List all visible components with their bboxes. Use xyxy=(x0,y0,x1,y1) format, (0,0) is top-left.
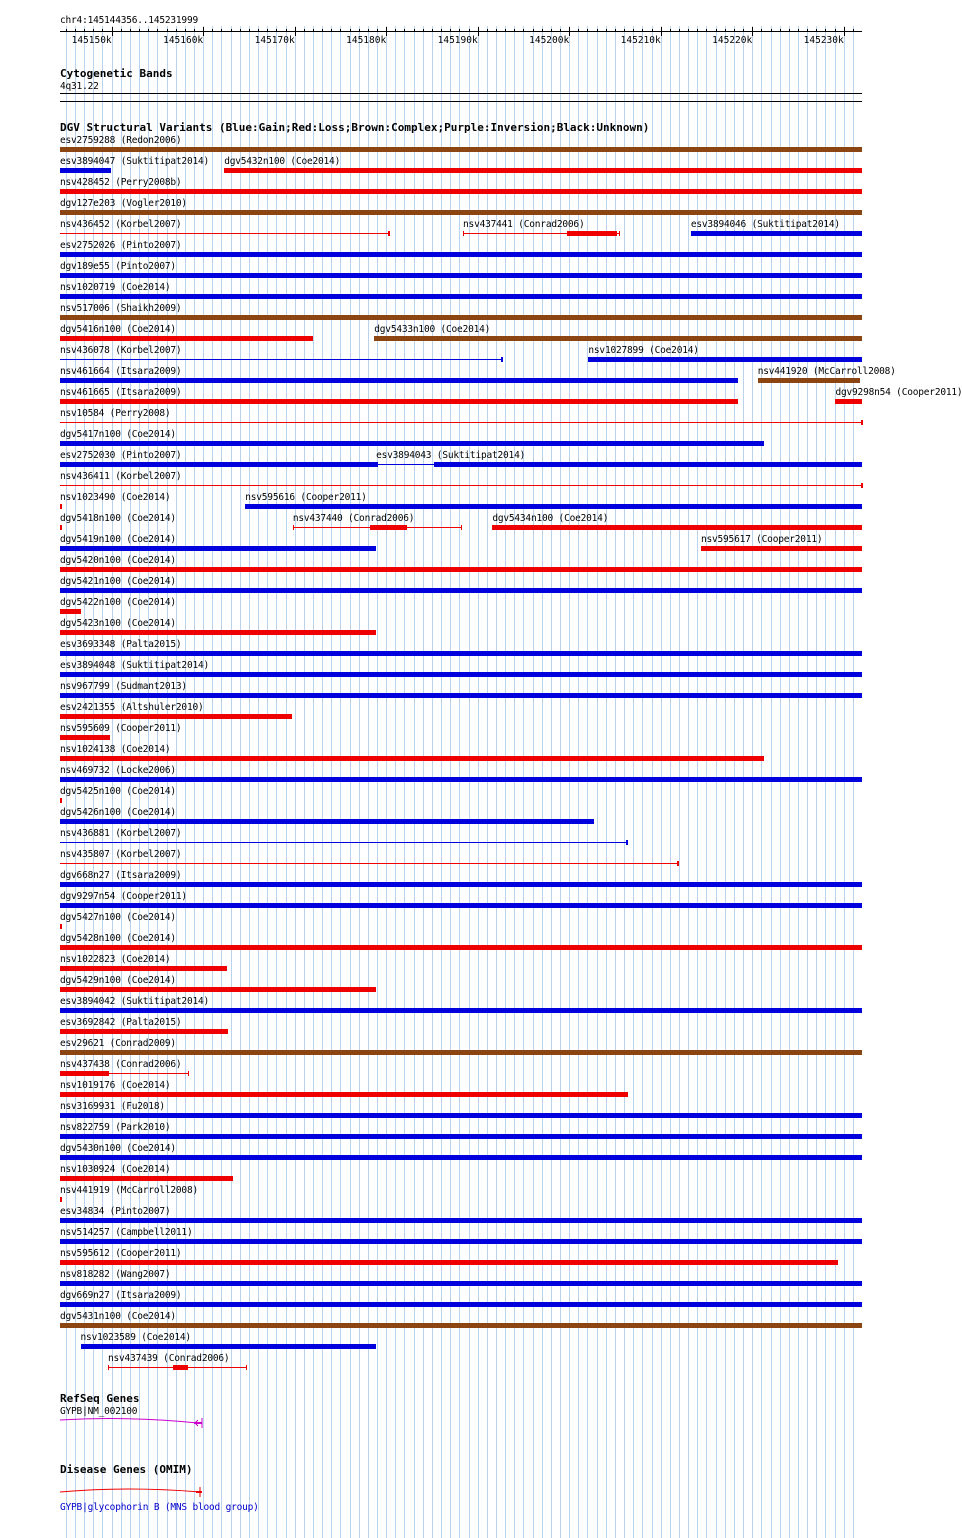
ruler-line xyxy=(60,31,862,32)
variant-label[interactable]: nsv1027899 (Coe2014) xyxy=(588,345,699,356)
variant-bar[interactable] xyxy=(758,378,860,383)
variant-bar[interactable] xyxy=(60,1092,628,1097)
variant-bar[interactable] xyxy=(60,294,862,299)
variant-bar[interactable] xyxy=(60,441,764,446)
variant-bar-thin[interactable] xyxy=(60,863,678,864)
ruler-minor-tick xyxy=(496,29,497,32)
ruler-minor-tick xyxy=(194,29,195,32)
variant-label[interactable]: nsv1023490 (Coe2014) xyxy=(60,492,171,503)
variant-label[interactable]: nsv595616 (Cooper2011) xyxy=(245,492,367,503)
ruler-minor-tick xyxy=(386,29,387,32)
variant-label[interactable]: esv3894048 (Suktitipat2014) xyxy=(60,660,210,671)
variant-label[interactable]: esv2752026 (Pinto2007) xyxy=(60,240,182,251)
ruler-minor-tick xyxy=(148,29,149,32)
ruler-minor-tick xyxy=(853,29,854,32)
variant-bar[interactable] xyxy=(492,525,862,530)
ruler-minor-tick xyxy=(130,29,131,32)
variant-bar[interactable] xyxy=(60,1239,862,1244)
variant-label[interactable]: esv29621 (Conrad2009) xyxy=(60,1038,176,1049)
variant-label[interactable]: dgv5432n100 (Coe2014) xyxy=(224,156,341,167)
variant-label[interactable]: nsv428452 (Perry2008b) xyxy=(60,177,182,188)
variant-label[interactable]: nsv436452 (Korbel2007) xyxy=(60,219,182,230)
variant-bar-cap[interactable] xyxy=(861,483,863,488)
ruler-tick-label: 145200k xyxy=(529,35,570,46)
variant-bar[interactable] xyxy=(60,777,862,782)
variant-bar-cap[interactable] xyxy=(461,525,462,530)
variant-label[interactable]: esv2421355 (Altshuler2010) xyxy=(60,702,204,713)
ruler-minor-tick xyxy=(185,29,186,32)
variant-bar[interactable] xyxy=(81,1344,377,1349)
variant-bar[interactable] xyxy=(60,1113,862,1118)
ruler-minor-tick xyxy=(459,29,460,32)
variant-label[interactable]: dgv189e55 (Pinto2007) xyxy=(60,261,176,272)
ruler-minor-tick xyxy=(258,29,259,32)
variant-label[interactable]: dgv5419n100 (Coe2014) xyxy=(60,534,176,545)
variant-label[interactable]: dgv9298n54 (Cooper2011) xyxy=(835,387,962,398)
ruler-tick-label: 145170k xyxy=(254,35,295,46)
variant-label[interactable]: nsv469732 (Locke2006) xyxy=(60,765,176,776)
ruler-minor-tick xyxy=(688,29,689,32)
variant-label[interactable]: nsv461665 (Itsara2009) xyxy=(60,387,182,398)
variant-label[interactable]: nsv595612 (Cooper2011) xyxy=(60,1248,182,1259)
variant-bar[interactable] xyxy=(60,210,862,215)
variant-label[interactable]: dgv5433n100 (Coe2014) xyxy=(374,324,491,335)
variant-label[interactable]: dgv669n27 (Itsara2009) xyxy=(60,1290,182,1301)
ruler-minor-tick xyxy=(331,29,332,32)
variant-bar-cap[interactable] xyxy=(246,1365,247,1370)
variant-bar[interactable] xyxy=(691,231,862,236)
variant-bar[interactable] xyxy=(60,273,862,278)
ruler-minor-tick xyxy=(734,29,735,32)
region-label: chr4:145144356..145231999 xyxy=(60,15,198,26)
variant-label[interactable]: nsv514257 (Campbell2011) xyxy=(60,1227,193,1238)
ruler-minor-tick xyxy=(469,29,470,32)
variant-bar[interactable] xyxy=(60,735,110,740)
ruler-minor-tick xyxy=(661,29,662,32)
variant-label[interactable]: dgv5426n100 (Coe2014) xyxy=(60,807,176,818)
variant-bar[interactable] xyxy=(60,462,376,467)
variant-label[interactable]: nsv967799 (Sudmant2013) xyxy=(60,681,187,692)
variant-bar[interactable] xyxy=(60,336,313,341)
variant-bar-thin[interactable] xyxy=(60,359,502,360)
variant-bar-cap[interactable] xyxy=(626,840,628,845)
ruler-minor-tick xyxy=(533,29,534,32)
cytoband-line-top xyxy=(60,93,862,94)
ruler-minor-tick xyxy=(807,29,808,32)
cytoband-title: Cytogenetic Bands xyxy=(60,67,173,80)
ruler-minor-tick xyxy=(340,29,341,32)
variant-label[interactable]: nsv436881 (Korbel2007) xyxy=(60,828,182,839)
ruler-minor-tick xyxy=(835,29,836,32)
ruler-tick-label: 145180k xyxy=(346,35,387,46)
variant-label[interactable]: esv3692842 (Palta2015) xyxy=(60,1017,182,1028)
variant-bar[interactable] xyxy=(60,1155,862,1160)
ruler-minor-tick xyxy=(304,29,305,32)
refseq-title: RefSeq Genes xyxy=(60,1392,140,1405)
ruler-minor-tick xyxy=(322,29,323,32)
variant-bar[interactable] xyxy=(835,399,862,404)
ruler-minor-tick xyxy=(423,29,424,32)
variant-label[interactable]: esv2759288 (Redon2006) xyxy=(60,135,182,146)
variant-bar[interactable] xyxy=(60,525,62,530)
variant-label[interactable]: dgv5429n100 (Coe2014) xyxy=(60,975,176,986)
variant-label[interactable]: nsv1019176 (Coe2014) xyxy=(60,1080,171,1091)
ruler-minor-tick xyxy=(93,29,94,32)
variant-bar-thick[interactable] xyxy=(567,231,616,236)
ruler-minor-tick xyxy=(505,29,506,32)
variant-label[interactable]: nsv10584 (Perry2008) xyxy=(60,408,171,419)
variant-bar-cap[interactable] xyxy=(501,357,503,362)
variant-bar[interactable] xyxy=(60,672,862,677)
ruler-minor-tick xyxy=(221,29,222,32)
variant-bar[interactable] xyxy=(224,168,862,173)
variant-label[interactable]: dgv5418n100 (Coe2014) xyxy=(60,513,176,524)
variant-label[interactable]: nsv595609 (Cooper2011) xyxy=(60,723,182,734)
variant-label[interactable]: nsv1030924 (Coe2014) xyxy=(60,1164,171,1175)
variant-bar[interactable] xyxy=(60,819,594,824)
variant-label[interactable]: dgv5427n100 (Coe2014) xyxy=(60,912,176,923)
ruler-tick-label: 145190k xyxy=(437,35,478,46)
variant-label[interactable]: nsv441920 (McCarroll2008) xyxy=(757,366,896,377)
variant-bar[interactable] xyxy=(588,357,862,362)
variant-label[interactable]: dgv5417n100 (Coe2014) xyxy=(60,429,176,440)
variant-bar[interactable] xyxy=(60,1218,862,1223)
ruler-minor-tick xyxy=(725,29,726,32)
ruler-minor-tick xyxy=(706,29,707,32)
ruler-tick-label: 145230k xyxy=(803,35,844,46)
variant-label[interactable]: nsv517006 (Shaikh2009) xyxy=(60,303,182,314)
variant-bar[interactable] xyxy=(60,168,111,173)
variant-label[interactable]: dgv5420n100 (Coe2014) xyxy=(60,555,176,566)
variant-label[interactable]: nsv436411 (Korbel2007) xyxy=(60,471,182,482)
variant-bar[interactable] xyxy=(60,378,738,383)
variant-label[interactable]: nsv595617 (Cooper2011) xyxy=(700,534,823,545)
variant-bar-cap[interactable] xyxy=(388,231,390,236)
variant-bar-cap[interactable] xyxy=(376,462,378,467)
variant-bar[interactable] xyxy=(60,756,764,761)
cytoband-line-bottom xyxy=(60,101,862,102)
variant-label[interactable]: dgv9297n54 (Cooper2011) xyxy=(60,891,187,902)
ruler-minor-tick xyxy=(350,29,351,32)
ruler-minor-tick xyxy=(578,29,579,32)
variant-label[interactable]: esv3693348 (Palta2015) xyxy=(60,639,182,650)
ruler-tick-label: 145160k xyxy=(163,35,204,46)
variant-label[interactable]: dgv5423n100 (Coe2014) xyxy=(60,618,176,629)
variant-bar[interactable] xyxy=(60,1029,228,1034)
variant-label[interactable]: nsv441919 (McCarroll2008) xyxy=(60,1185,198,1196)
ruler-minor-tick xyxy=(633,29,634,32)
variant-bar[interactable] xyxy=(60,798,62,803)
variant-label[interactable]: dgv5431n100 (Coe2014) xyxy=(60,1311,176,1322)
ruler-minor-tick xyxy=(377,29,378,32)
ruler-minor-tick xyxy=(167,29,168,32)
variant-label[interactable]: dgv5422n100 (Coe2014) xyxy=(60,597,176,608)
variant-bar[interactable] xyxy=(60,1050,862,1055)
variant-bar-thick[interactable] xyxy=(370,525,408,530)
variant-bar[interactable] xyxy=(60,987,376,992)
variant-label[interactable]: nsv1024138 (Coe2014) xyxy=(60,744,171,755)
ruler-minor-tick xyxy=(231,29,232,32)
omim-gene-glyph[interactable] xyxy=(58,1484,208,1498)
variant-label[interactable]: nsv436078 (Korbel2007) xyxy=(60,345,182,356)
ruler-minor-tick xyxy=(286,29,287,32)
ruler-minor-tick xyxy=(432,29,433,32)
variant-label[interactable]: esv3894042 (Suktitipat2014) xyxy=(60,996,210,1007)
ruler-minor-tick xyxy=(761,29,762,32)
ruler-minor-tick xyxy=(450,29,451,32)
ruler-minor-tick xyxy=(743,29,744,32)
ruler-minor-tick xyxy=(313,29,314,32)
ruler-minor-tick xyxy=(816,29,817,32)
omim-title: Disease Genes (OMIM) xyxy=(60,1463,193,1476)
variant-bar[interactable] xyxy=(60,1008,862,1013)
variant-bar-cap[interactable] xyxy=(861,420,863,425)
ruler-minor-tick xyxy=(295,29,296,32)
variant-label[interactable]: nsv437441 (Conrad2006) xyxy=(463,219,585,230)
ruler-minor-tick xyxy=(771,29,772,32)
variant-bar-cap[interactable] xyxy=(677,861,679,866)
ruler-minor-tick xyxy=(670,29,671,32)
variant-bar[interactable] xyxy=(60,903,862,908)
variant-label[interactable]: esv3894043 (Suktitipat2014) xyxy=(376,450,526,461)
ruler-minor-tick xyxy=(652,29,653,32)
variant-label[interactable]: dgv5434n100 (Coe2014) xyxy=(492,513,609,524)
variant-label[interactable]: dgv5428n100 (Coe2014) xyxy=(60,933,176,944)
ruler-minor-tick xyxy=(249,29,250,32)
variant-bar[interactable] xyxy=(60,1134,862,1139)
ruler-minor-tick xyxy=(276,29,277,32)
variant-bar[interactable] xyxy=(60,315,862,320)
variant-bar[interactable] xyxy=(60,1176,233,1181)
cytoband-label: 4q31.22 xyxy=(60,81,99,92)
variant-label[interactable]: nsv437439 (Conrad2006) xyxy=(107,1353,230,1364)
ruler-minor-tick xyxy=(542,29,543,32)
ruler-minor-tick xyxy=(157,29,158,32)
variant-bar[interactable] xyxy=(60,609,81,614)
ruler-minor-tick xyxy=(560,29,561,32)
ruler-minor-tick xyxy=(679,29,680,32)
ruler-minor-tick xyxy=(404,29,405,32)
variant-bar[interactable] xyxy=(60,924,62,929)
omim-gene-label[interactable]: GYPB|glycophorin B (MNS blood group) xyxy=(60,1502,259,1513)
variant-label[interactable]: nsv822759 (Park2010) xyxy=(60,1122,171,1133)
variant-bar[interactable] xyxy=(60,693,862,698)
variant-bar-thin[interactable] xyxy=(60,233,389,234)
variant-label[interactable]: dgv5425n100 (Coe2014) xyxy=(60,786,176,797)
ruler-minor-tick xyxy=(523,29,524,32)
variant-bar-thin[interactable] xyxy=(376,464,434,465)
ruler-minor-tick xyxy=(551,29,552,32)
variant-bar[interactable] xyxy=(60,1302,862,1307)
ruler-minor-tick xyxy=(624,29,625,32)
ruler-minor-tick xyxy=(825,29,826,32)
variant-label[interactable]: nsv461664 (Itsara2009) xyxy=(60,366,182,377)
variant-bar[interactable] xyxy=(701,546,862,551)
variant-bar-thin[interactable] xyxy=(60,422,862,423)
variant-bar[interactable] xyxy=(60,1260,838,1265)
ruler-minor-tick xyxy=(569,29,570,32)
variant-bar-cap[interactable] xyxy=(188,1071,189,1076)
variant-label[interactable]: dgv668n27 (Itsara2009) xyxy=(60,870,182,881)
variant-bar[interactable] xyxy=(60,189,862,194)
ruler-minor-tick xyxy=(478,29,479,32)
variant-label[interactable]: nsv1020719 (Coe2014) xyxy=(60,282,171,293)
ruler-minor-tick xyxy=(84,29,85,32)
variant-bar-thick[interactable] xyxy=(60,1071,109,1076)
refseq-gene-label[interactable]: GYPB|NM_002100 xyxy=(60,1406,138,1417)
ruler-minor-tick xyxy=(176,29,177,32)
ruler-minor-tick xyxy=(642,29,643,32)
ruler-minor-tick xyxy=(587,29,588,32)
variant-label[interactable]: dgv5416n100 (Coe2014) xyxy=(60,324,176,335)
ruler-minor-tick xyxy=(212,29,213,32)
variant-bar-cap[interactable] xyxy=(463,231,464,236)
variant-bar[interactable] xyxy=(60,399,738,404)
variant-bar[interactable] xyxy=(60,1281,862,1286)
variant-bar-thick[interactable] xyxy=(173,1365,188,1370)
ruler-minor-tick xyxy=(267,29,268,32)
variant-bar[interactable] xyxy=(60,546,376,551)
ruler-minor-tick xyxy=(121,29,122,32)
variant-bar-thin[interactable] xyxy=(60,485,862,486)
variant-label[interactable]: esv34834 (Pinto2007) xyxy=(60,1206,171,1217)
variant-bar[interactable] xyxy=(60,966,227,971)
refseq-gene-glyph[interactable] xyxy=(58,1416,208,1430)
variant-bar-thin[interactable] xyxy=(60,842,627,843)
variant-bar-cap[interactable] xyxy=(619,231,620,236)
variant-label[interactable]: dgv5430n100 (Coe2014) xyxy=(60,1143,176,1154)
ruler-minor-tick xyxy=(414,29,415,32)
ruler-minor-tick xyxy=(203,29,204,32)
variant-bar[interactable] xyxy=(60,147,862,152)
variant-label[interactable]: esv2752030 (Pinto2007) xyxy=(60,450,182,461)
variant-label[interactable]: nsv3169931 (Fu2018) xyxy=(60,1101,165,1112)
ruler-minor-tick xyxy=(780,29,781,32)
variant-label[interactable]: nsv818282 (Wang2007) xyxy=(60,1269,171,1280)
variant-bar[interactable] xyxy=(374,336,862,341)
variant-bar[interactable] xyxy=(60,504,62,509)
ruler-minor-tick xyxy=(597,29,598,32)
ruler-minor-tick xyxy=(75,29,76,32)
ruler-minor-tick xyxy=(844,29,845,32)
ruler-minor-tick xyxy=(112,29,113,32)
ruler-minor-tick xyxy=(487,29,488,32)
ruler-tick-label: 145220k xyxy=(712,35,753,46)
variant-bar[interactable] xyxy=(60,1323,862,1328)
variant-label[interactable]: dgv5421n100 (Coe2014) xyxy=(60,576,176,587)
variant-bar[interactable] xyxy=(60,882,862,887)
variant-bar[interactable] xyxy=(60,945,862,950)
variant-label[interactable]: esv3894047 (Suktitipat2014) xyxy=(60,156,210,167)
ruler-minor-tick xyxy=(441,29,442,32)
ruler-minor-tick xyxy=(240,29,241,32)
ruler-tick-label: 145150k xyxy=(71,35,112,46)
ruler-minor-tick xyxy=(789,29,790,32)
variant-bar[interactable] xyxy=(60,588,862,593)
ruler-minor-tick xyxy=(102,29,103,32)
ruler-minor-tick xyxy=(359,29,360,32)
ruler-minor-tick xyxy=(798,29,799,32)
variant-label[interactable]: dgv127e203 (Vogler2010) xyxy=(60,198,187,209)
variant-label[interactable]: nsv1023589 (Coe2014) xyxy=(80,1332,191,1343)
ruler-minor-tick xyxy=(606,29,607,32)
variant-bar[interactable] xyxy=(245,504,862,509)
variant-bar[interactable] xyxy=(434,462,862,467)
ruler-minor-tick xyxy=(139,29,140,32)
variant-bar[interactable] xyxy=(60,630,376,635)
variant-label[interactable]: esv3894046 (Suktitipat2014) xyxy=(690,219,840,230)
variant-bar-cap[interactable] xyxy=(293,525,294,530)
variant-bar[interactable] xyxy=(60,714,292,719)
dgv-title: DGV Structural Variants (Blue:Gain;Red:Loss;Brown:Complex;Purple:Inversion;Black:Unknown) xyxy=(60,121,650,134)
ruler-minor-tick xyxy=(395,29,396,32)
variant-label[interactable]: nsv435807 (Korbel2007) xyxy=(60,849,182,860)
variant-bar-cap[interactable] xyxy=(108,1365,109,1370)
ruler-minor-tick xyxy=(697,29,698,32)
ruler-minor-tick xyxy=(514,29,515,32)
ruler-minor-tick xyxy=(752,29,753,32)
ruler-minor-tick xyxy=(66,29,67,32)
variant-bar[interactable] xyxy=(60,651,862,656)
ruler-tick-label: 145210k xyxy=(620,35,661,46)
ruler-minor-tick xyxy=(716,29,717,32)
variant-label[interactable]: nsv1022823 (Coe2014) xyxy=(60,954,171,965)
variant-label[interactable]: nsv437440 (Conrad2006) xyxy=(292,513,415,524)
ruler-minor-tick xyxy=(368,29,369,32)
variant-bar[interactable] xyxy=(60,567,862,572)
variant-label[interactable]: nsv437438 (Conrad2006) xyxy=(60,1059,182,1070)
variant-bar[interactable] xyxy=(60,1197,62,1202)
ruler-minor-tick xyxy=(615,29,616,32)
variant-bar[interactable] xyxy=(60,252,862,257)
